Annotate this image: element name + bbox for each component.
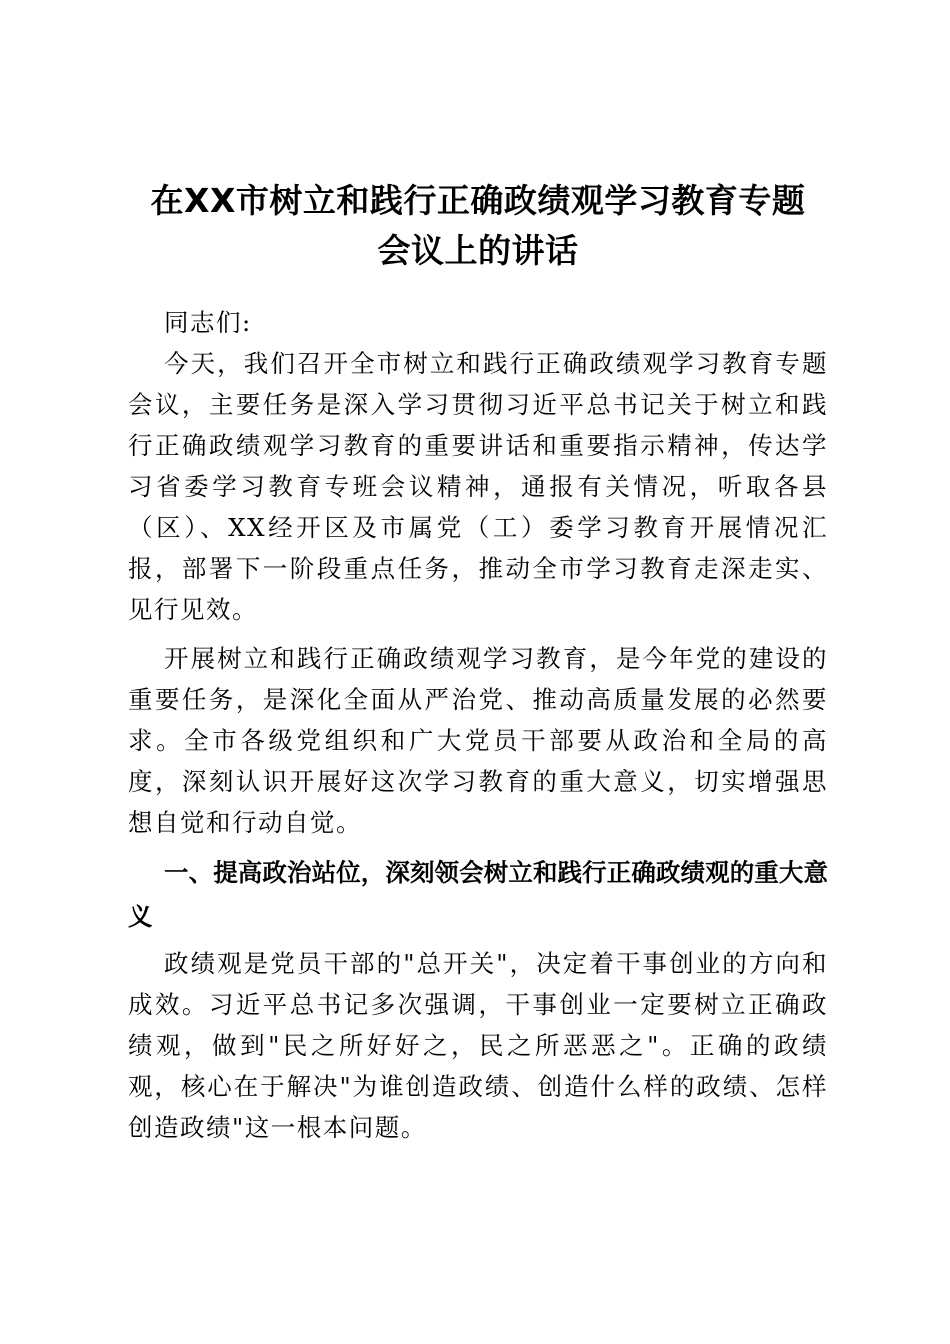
salutation: 同志们: (164, 308, 252, 337)
title-line-1: 在XX市树立和践行正确政绩观学习教育专题 (150, 181, 806, 220)
document-page (128, 176, 828, 1156)
document-title (128, 176, 828, 276)
body-paragraph-1: 今天，我们召开全市树立和践行正确政绩观学习教育专题会议，主要任务是深入学习贯彻习近平总书记关于树立和践行正确政绩观学习教育的重要讲话和重要指示精神，传达学习省委学习教育专班会议精神，通报有关情况，听取各县（区）、XX经开区及市属党（工）委学习教育开展情况汇报，部署下一阶段重点任务，推动全市学习教育走深走实、见行见效。 (128, 349, 828, 624)
body-paragraph-2: 开展树立和践行正确政绩观学习教育，是今年党的建设的重要任务，是深化全面从严治党、推动高质量发展的必然要求。全市各级党组织和广大党员干部要从政治和全局的高度，深刻认识开展好这次学习教育的重大意义，切实增强思想自觉和行动自觉。 (128, 644, 828, 837)
section-1-paragraph: 政绩观是党员干部的"总开关"，决定着干事创业的方向和成效。习近平总书记多次强调，干事创业一定要树立正确政绩观，做到"民之所好好之，民之所恶恶之"。正确的政绩观，核心在于解决"为谁创造政绩、创造什么样的政绩、怎样创造政绩"这一根本问题。 (128, 949, 828, 1142)
section-heading-1: 一、提高政治站位，深刻领会树立和践行正确政绩观的重大意义 (128, 858, 828, 931)
title-line-2: 会议上的讲话 (377, 231, 579, 270)
